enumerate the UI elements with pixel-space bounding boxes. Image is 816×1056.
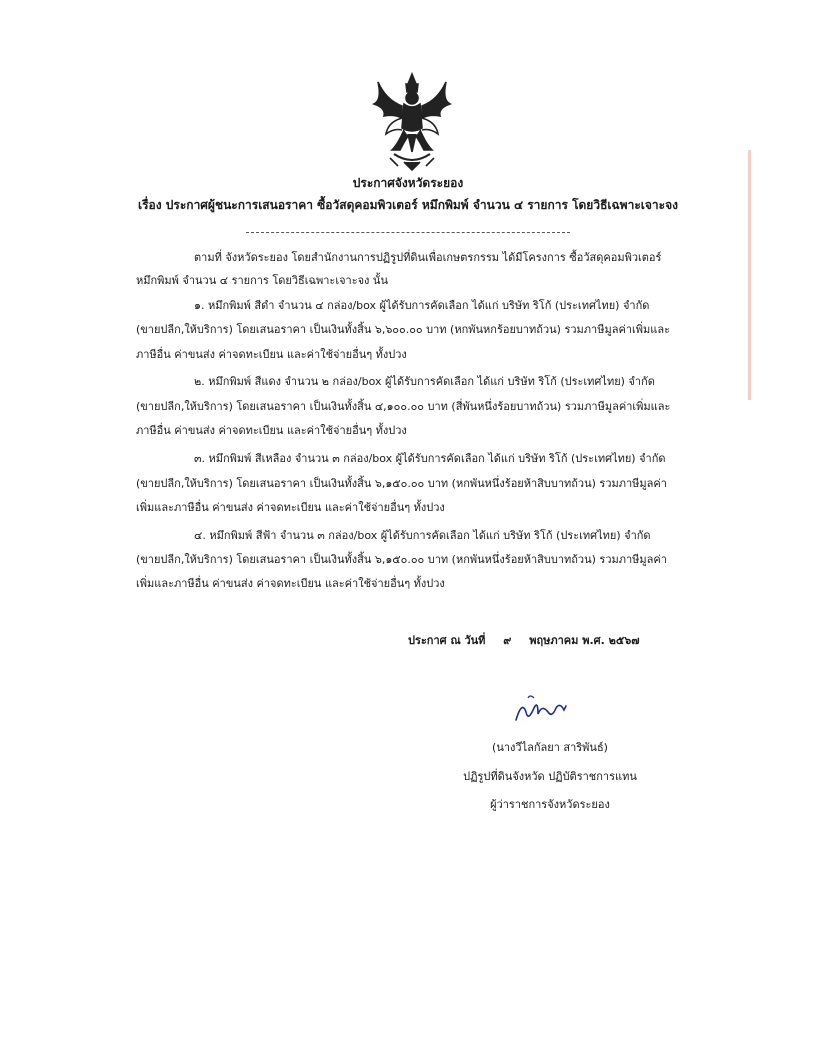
date-day: ๙ xyxy=(503,634,512,647)
handwritten-signature xyxy=(508,690,572,730)
item-3-line-1: ๓. หมึกพิมพ์ สีเหลือง จำนวน ๓ กล่อง/box ผู้ได้รับการคัดเลือก ได้แก่ บริษัท ริโก้ (ประเทศไทย) จำกัด xyxy=(194,452,666,465)
item-2-line-2: (ขายปลีก,ให้บริการ) โดยเสนอราคา เป็นเงินทั้งสิ้น ๔,๑๐๐.๐๐ บาท (สี่พันหนึ่งร้อยบาทถ้วน) รวมภาษีมูลค่าเพิ่มและ xyxy=(136,400,671,413)
document-subject: เรื่อง ประกาศผู้ชนะการเสนอราคา ซื้อวัสดุคอมพิวเตอร์ หมึกพิมพ์ จำนวน ๔ รายการ โดยวิธีเฉพาะเจาะจง xyxy=(138,198,678,212)
signer-position: ปฏิรูปที่ดินจังหวัด ปฏิบัติราชการแทน xyxy=(463,770,637,783)
item-4-line-2: (ขายปลีก,ให้บริการ) โดยเสนอราคา เป็นเงินทั้งสิ้น ๖,๑๕๐.๐๐ บาท (หกพันหนึ่งร้อยห้าสิบบาทถ้วน) รวมภาษีมูลค่า xyxy=(136,553,667,566)
item-1-line-1: ๑. หมึกพิมพ์ สีดำ จำนวน ๔ กล่อง/box ผู้ได้รับการคัดเลือก ได้แก่ บริษัท ริโก้ (ประเทศไทย) จำกัด xyxy=(194,299,650,312)
item-1-line-3: ภาษีอื่น ค่าขนส่ง ค่าจดทะเบียน และค่าใช้จ่ายอื่นๆ ทั้งปวง xyxy=(136,348,407,361)
item-3-line-3: เพิ่มและภาษีอื่น ค่าขนส่ง ค่าจดทะเบียน และค่าใช้จ่ายอื่นๆ ทั้งปวง xyxy=(136,501,445,514)
announcement-date xyxy=(408,631,647,649)
intro-line-1: ตามที่ จังหวัดระยอง โดยสำนักงานการปฏิรูปที่ดินเพื่อเกษตรกรรม ได้มีโครงการ ซื้อวัสดุคอมพิวเตอร์ xyxy=(194,251,662,264)
date-prefix: ประกาศ ณ วันที่ xyxy=(408,634,486,647)
item-4-line-1: ๔. หมึกพิมพ์ สีฟ้า จำนวน ๓ กล่อง/box ผู้ได้รับการคัดเลือก ได้แก่ บริษัท ริโก้ (ประเทศไทย) จำกัด xyxy=(194,529,651,542)
title-divider xyxy=(246,232,570,233)
document-title: ประกาศจังหวัดระยอง xyxy=(352,176,464,190)
item-2-line-3: ภาษีอื่น ค่าขนส่ง ค่าจดทะเบียน และค่าใช้จ่ายอื่นๆ ทั้งปวง xyxy=(136,424,407,437)
garuda-emblem-icon xyxy=(364,70,460,174)
item-2-line-1: ๒. หมึกพิมพ์ สีแดง จำนวน ๒ กล่อง/box ผู้ได้รับการคัดเลือก ได้แก่ บริษัท ริโก้ (ประเทศไทย) จำกัด xyxy=(194,375,655,388)
signer-acting-for: ผู้ว่าราชการจังหวัดระยอง xyxy=(490,798,610,811)
item-3-line-2: (ขายปลีก,ให้บริการ) โดยเสนอราคา เป็นเงินทั้งสิ้น ๖,๑๕๐.๐๐ บาท (หกพันหนึ่งร้อยห้าสิบบาทถ้วน) รวมภาษีมูลค่า xyxy=(136,477,667,490)
item-4-line-3: เพิ่มและภาษีอื่น ค่าขนส่ง ค่าจดทะเบียน และค่าใช้จ่ายอื่นๆ ทั้งปวง xyxy=(136,577,445,590)
scan-edge-mark xyxy=(748,150,751,400)
signer-name: (นางวีไลกัลยา สาริพันธ์) xyxy=(492,741,608,754)
intro-line-2: หมึกพิมพ์ จำนวน ๔ รายการ โดยวิธีเฉพาะเจาะจง นั้น xyxy=(136,274,388,287)
item-1-line-2: (ขายปลีก,ให้บริการ) โดยเสนอราคา เป็นเงินทั้งสิ้น ๖,๖๐๐.๐๐ บาท (หกพันหกร้อยบาทถ้วน) รวมภาษีมูลค่าเพิ่มและ xyxy=(136,323,670,336)
date-month-year: พฤษภาคม พ.ศ. ๒๕๖๗ xyxy=(529,634,640,647)
